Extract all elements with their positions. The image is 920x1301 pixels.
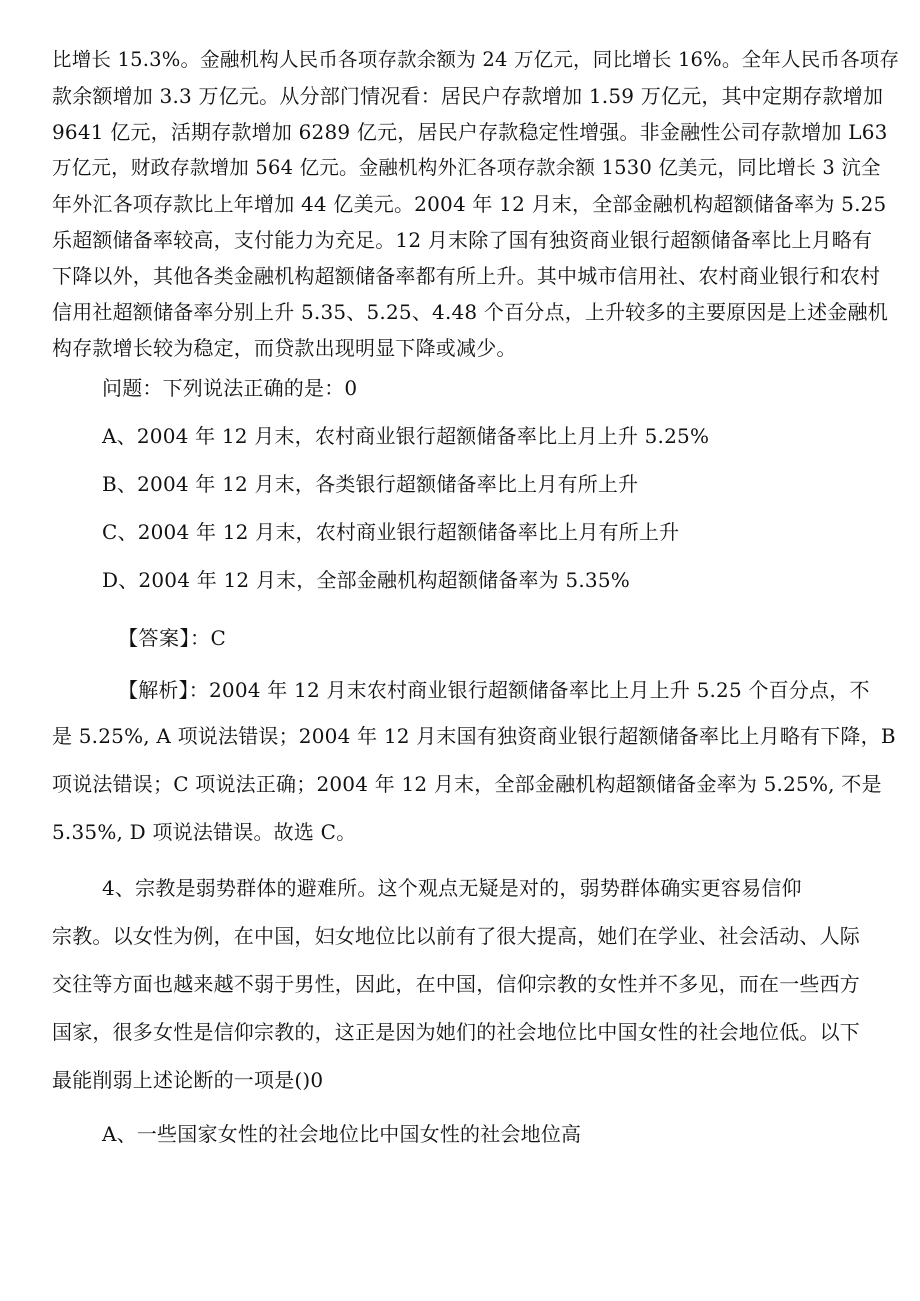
option-c: C、2004 年 12 月末，农村商业银行超额储备率比上月有所上升 — [102, 520, 680, 544]
passage-line: 构存款增长较为稳定，而贷款出现明显下降或减少。 — [52, 336, 517, 360]
passage-line: 下降以外，其他各类金融机构超额储备率都有所上升。其中城市信用社、农村商业银行和农村 — [52, 264, 881, 288]
answer: 【答案】：C — [118, 626, 227, 650]
passage-line: 万亿元，财政存款增加 564 亿元。金融机构外汇各项存款余额 1530 亿美元，同比增长 3 沆全 — [52, 156, 881, 179]
analysis-line: 5.35%, D 项说法错误。故选 C。 — [52, 820, 357, 844]
question-line: 4、宗教是弱势群体的避难所。这个观点无疑是对的，弱势群体确实更容易信仰 — [102, 876, 802, 900]
option-a: A、一些国家女性的社会地位比中国女性的社会地位高 — [102, 1122, 582, 1146]
analysis-line: 【解析】：2004 年 12 月末农村商业银行超额储备率比上月上升 5.25 个百分点，不 — [118, 678, 870, 702]
analysis-line: 项说法错误；C 项说法正确；2004 年 12 月末，全部金融机构超额储备金率为 5.25%, 不是 — [52, 772, 882, 796]
analysis-line: 是 5.25%, A 项说法错误；2004 年 12 月末国有独资商业银行超额储备率比上月略有下降，B — [52, 724, 896, 748]
question-prompt: 问题：下列说法正确的是：0 — [102, 376, 358, 400]
passage-line: 款余额增加 3.3 万亿元。从分部门情况看：居民户存款增加 1.59 万亿元，其中定期存款增加 — [52, 84, 884, 108]
passage-line: 9641 亿元，活期存款增加 6289 亿元，居民户存款稳定性增强。非金融性公司存款增加 L63 — [52, 120, 888, 144]
question-line: 宗教。以女性为例，在中国，妇女地位比以前有了很大提高，她们在学业、社会活动、人际 — [52, 924, 860, 948]
passage-line: 年外汇各项存款比上年增加 44 亿美元。2004 年 12 月末，全部金融机构超额储备率为 5.25 — [52, 192, 887, 216]
question-line: 国家，很多女性是信仰宗教的，这正是因为她们的社会地位比中国女性的社会地位低。以下 — [52, 1020, 860, 1044]
option-b: B、2004 年 12 月末，各类银行超额储备率比上月有所上升 — [102, 472, 639, 496]
passage-line: 信用社超额储备率分别上升 5.35、5.25、4.48 个百分点，上升较多的主要原因是上述金融机 — [52, 300, 888, 324]
question-line: 最能削弱上述论断的一项是()0 — [52, 1068, 324, 1092]
option-a: A、2004 年 12 月末，农村商业银行超额储备率比上月上升 5.25% — [102, 424, 710, 448]
passage-line: 比增长 15.3%。金融机构人民币各项存款余额为 24 万亿元，同比增长 16%。全年人民币各项存 — [52, 48, 900, 71]
question-line: 交往等方面也越来越不弱于男性，因此，在中国，信仰宗教的女性并不多见，而在一些西方 — [52, 972, 860, 996]
option-d: D、2004 年 12 月末，全部金融机构超额储备率为 5.35% — [102, 568, 630, 592]
passage-line: 乐超额储备率较高，支付能力为充足。12 月末除了国有独资商业银行超额储备率比上月略有 — [52, 228, 873, 252]
